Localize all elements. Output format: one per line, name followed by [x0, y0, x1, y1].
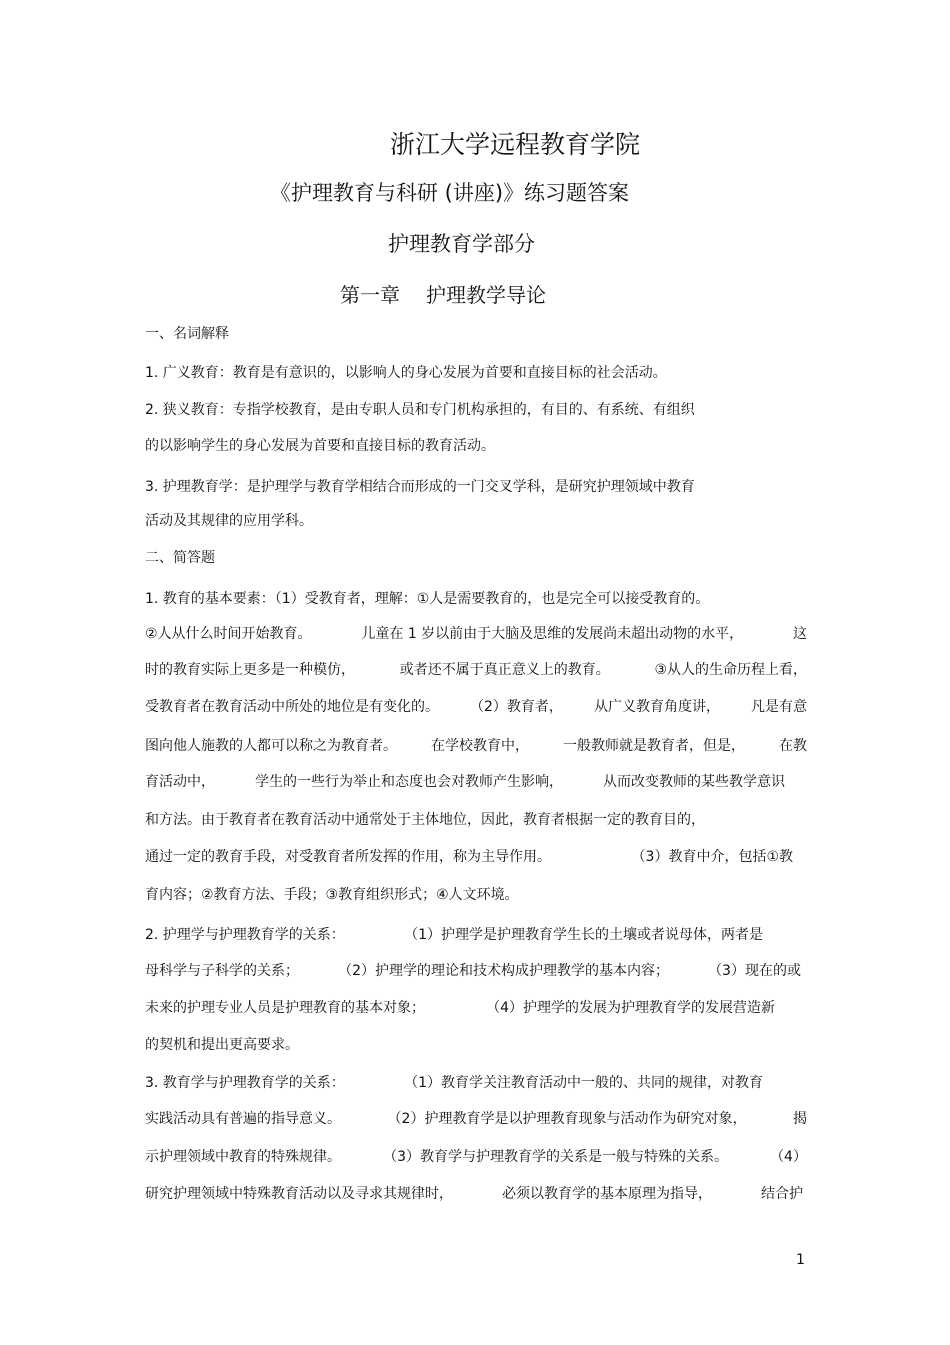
answer-line: 育内容；②教育方法、手段；③教育组织形式；④人文环境。: [145, 887, 519, 903]
document-subtitle: 《护理教育与科研 (讲座)》练习题答案: [270, 181, 630, 205]
answer-line: 2. 护理学与护理教育学的关系： （1）护理学是护理教育学生长的土壤或者说母体，两者是: [145, 927, 763, 943]
term-line: 2. 狭义教育：专指学校教育，是由专职人员和专门机构承担的，有目的、有系统、有组织: [145, 402, 695, 418]
answer-line: 育活动中， 学生的一些行为举止和态度也会对教师产生影响， 从而改变教师的某些教学意识: [145, 774, 785, 790]
page-number: 1: [796, 1252, 805, 1268]
chapter-heading: [340, 280, 546, 310]
answer-line: 示护理领域中教育的特殊规律。 （3）教育学与护理教育学的关系是一般与特殊的关系。 （4）: [145, 1149, 807, 1165]
answer-line: 和方法。由于教育者在教育活动中通常处于主体地位，因此，教育者根据一定的教育目的，: [145, 812, 705, 828]
term-line: 的以影响学生的身心发展为首要和直接目标的教育活动。: [145, 438, 495, 454]
answer-line: 3. 教育学与护理教育学的关系： （1）教育学关注教育活动中一般的、共同的规律，对教育: [145, 1075, 763, 1091]
answer-line: 1. 教育的基本要素：（1）受教育者，理解：①人是需要教育的，也是完全可以接受教育的。: [145, 591, 710, 607]
chapter-name: 护理教学导论: [426, 283, 546, 307]
answer-line: 的契机和提出更高要求。: [145, 1037, 299, 1053]
document-title: 浙江大学远程教育学院: [390, 130, 641, 159]
term-line: 活动及其规律的应用学科。: [145, 513, 313, 529]
answer-line: ②人从什么时间开始教育。 儿童在 1 岁以前由于大脑及思维的发展尚未超出动物的水平， 这: [145, 626, 807, 642]
term-line: 1. 广义教育：教育是有意识的，以影响人的身心发展为首要和直接目标的社会活动。: [145, 365, 667, 381]
section-heading-short-answer: 二、简答题: [145, 550, 215, 566]
chapter-number: 第一章: [340, 283, 400, 307]
answer-line: 时的教育实际上更多是一种模仿， 或者还不属于真正意义上的教育。 ③从人的生命历程上看，: [145, 662, 807, 678]
part-title: 护理教育学部分: [388, 232, 535, 256]
term-line: 3. 护理教育学：是护理学与教育学相结合而形成的一门交叉学科，是研究护理领域中教育: [145, 479, 695, 495]
section-heading-terms: 一、名词解释: [145, 326, 229, 342]
answer-line: 通过一定的教育手段，对受教育者所发挥的作用，称为主导作用。 （3）教育中介，包括①教: [145, 849, 793, 865]
answer-line: 未来的护理专业人员是护理教育的基本对象； （4）护理学的发展为护理教育学的发展营造新: [145, 1000, 775, 1016]
answer-line: 图向他人施教的人都可以称之为教育者。 在学校教育中， 一般教师就是教育者，但是， 在教: [145, 738, 807, 754]
answer-line: 研究护理领域中特殊教育活动以及寻求其规律时， 必须以教育学的基本原理为指导， 结合护: [145, 1186, 803, 1202]
answer-line: 实践活动具有普遍的指导意义。 （2）护理教育学是以护理教育现象与活动作为研究对象， 揭: [145, 1111, 807, 1127]
answer-line: 母科学与子科学的关系； （2）护理学的理论和技术构成护理教学的基本内容； （3）现在的或: [145, 963, 801, 979]
answer-line: 受教育者在教育活动中所处的地位是有变化的。 （2）教育者， 从广义教育角度讲， 凡是有意: [145, 699, 807, 715]
